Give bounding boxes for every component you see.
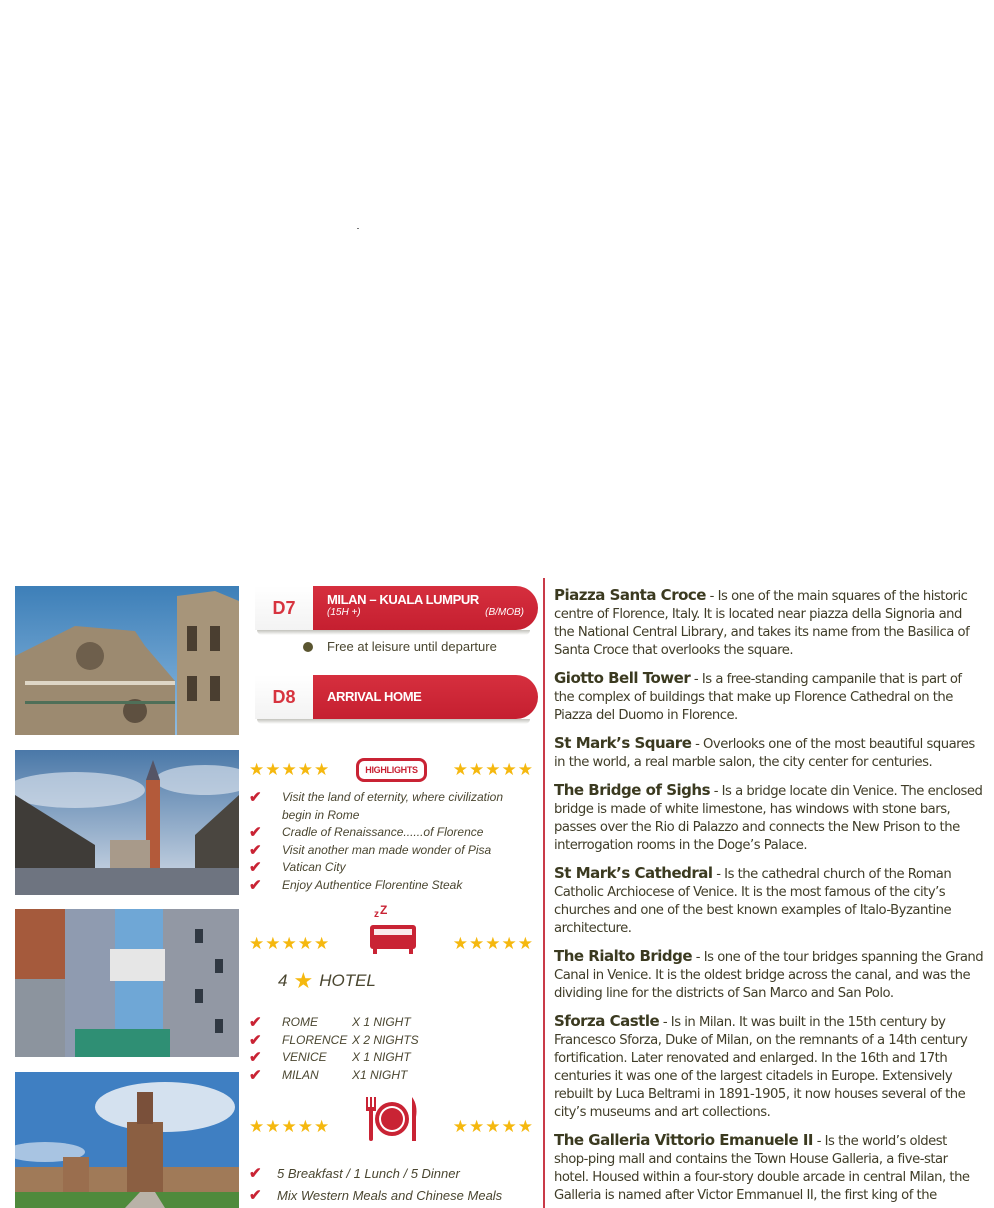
meals-header [249, 1095, 534, 1143]
attraction-name: The Galleria Vittorio Emanuele II [554, 1131, 814, 1149]
list-item: ✔ Cradle of Renaissance......of Florence [249, 824, 484, 841]
attraction-name: The Rialto Bridge [554, 947, 693, 965]
attraction-desc: - Is one of the main squares of the historic centre of Florence, Italy. It is located near piazza della Signoria and the National Central Library, and takes its name from the Basilica of Santa Croce that overlooks the square. [554, 589, 970, 658]
svg-text:Z: Z [379, 905, 387, 917]
day-title: MILAN – KUALA LUMPUR [327, 592, 479, 607]
photo-sforza-castle [15, 1072, 239, 1208]
checkmark-icon: ✔ [249, 1165, 262, 1182]
attraction-entry [554, 734, 984, 772]
checkmark-icon: ✔ [249, 1066, 262, 1084]
attraction-desc: - Is the cathedral church of the Roman Catholic Archiocese of Venice. It is the most famous of the city’s churches and one of the best known examples of Italo-Byzantine architecture. [554, 867, 952, 936]
attraction-entry [554, 1012, 984, 1122]
checkmark-icon: ✔ [249, 1031, 262, 1049]
plate-cutlery-icon [362, 1095, 422, 1143]
list-item: ✔ Visit another man made wonder of Pisa [249, 841, 492, 859]
stray-mark [357, 228, 359, 229]
d7-activity [303, 639, 497, 654]
attraction-name: The Bridge of Sighs [554, 781, 710, 799]
attraction-name: Giotto Bell Tower [554, 669, 691, 687]
attraction-desc: - Is one of the tour bridges spanning the Grand Canal in Venice. It is the oldest bridge across the canal, and was the dividing line for the districts of San Marco and San Polo. [554, 950, 984, 1001]
attractions-list [554, 586, 984, 1208]
star-rating-icon: ★★★★★ [249, 760, 331, 779]
meal-code: (B/MOB) [485, 607, 524, 618]
attraction-entry [554, 947, 984, 1003]
checkmark-icon: ✔ [249, 1187, 262, 1204]
florence-cathedral-image [15, 586, 239, 735]
day-title: ARRIVAL HOME [327, 689, 422, 704]
list-item: ✔ Visit the land of eternity, where civilization begin in Rome [249, 789, 503, 822]
column-divider [543, 578, 545, 1208]
attraction-name: Sforza Castle [554, 1012, 660, 1030]
checkmark-icon: ✔ [249, 841, 262, 859]
svg-text:z: z [373, 909, 379, 920]
banner-shadow [257, 630, 530, 635]
checkmark-icon: ✔ [249, 1049, 262, 1066]
highlights-badge: HIGHLIGHTS [356, 758, 427, 782]
day-bar [313, 586, 538, 630]
bed-sleep-icon [366, 905, 418, 957]
attraction-entry [554, 864, 984, 938]
bullet-dot-icon [303, 642, 313, 652]
day-code: D7 [255, 586, 313, 630]
checkmark-icon: ✔ [249, 1014, 262, 1031]
photo-st-marks-square [15, 750, 239, 895]
checkmark-icon: ✔ [249, 824, 262, 841]
attraction-desc: - Is a free-standing campanile that is part of the complex of buildings that make up Florence Cathedral on the Piazza del Duomo in Florence. [554, 672, 962, 723]
day-subinfo [327, 607, 524, 618]
bridge-of-sighs-image [15, 909, 239, 1057]
attraction-desc: - Is a bridge locate din Venice. The enclosed bridge is made of white limestone, has windows with stone bars, passes over the Rio di Palazzo and connects the New Prison to the interrogation rooms in the Doge’s Palace. [554, 784, 983, 853]
hotel-header [249, 905, 534, 957]
list-item: ✔ Enjoy Authentice Florentine Steak [249, 876, 463, 894]
day-bar [313, 675, 538, 719]
attraction-desc: - Overlooks one of the most beautiful squares in the world, a real marble salon, the city center for centuries. [554, 737, 975, 770]
star-rating-icon: ★★★★★ [452, 934, 534, 953]
star-rating-icon: ★★★★★ [249, 934, 331, 953]
list-item: ✔ FLORENCE X 2 NIGHTS [249, 1031, 419, 1049]
checkmark-icon: ✔ [249, 789, 262, 806]
attraction-entry [554, 781, 984, 855]
hotel-rating: 4 ★ HOTEL [278, 968, 376, 993]
photo-florence-cathedral [15, 586, 239, 735]
day-banner-d8 [255, 675, 540, 721]
hotel-stays-list [249, 1014, 419, 1084]
list-item: ✔ ROME X 1 NIGHT [249, 1014, 411, 1031]
flight-duration: (15H +) [327, 607, 361, 618]
day-code: D8 [255, 675, 313, 719]
activity-text: Free at leisure until departure [327, 639, 497, 654]
star-rating-icon: ★★★★★ [452, 1117, 534, 1136]
star-rating-icon: ★★★★★ [249, 1117, 331, 1136]
highlights-header [249, 758, 534, 782]
attraction-entry [554, 586, 984, 660]
attraction-name: St Mark’s Cathedral [554, 864, 713, 882]
checkmark-icon: ✔ [249, 876, 262, 894]
checkmark-icon: ✔ [249, 859, 262, 876]
attraction-entry [554, 669, 984, 725]
attraction-entry [554, 1131, 984, 1205]
banner-shadow [257, 719, 530, 724]
attraction-name: Piazza Santa Croce [554, 586, 706, 604]
sforza-castle-image [15, 1072, 239, 1208]
attraction-desc: - Is in Milan. It was built in the 15th century by Francesco Sforza, Duke of Milan, on the remnants of a 14th century fortification. Later renovated and enlarged. In the 16th and 17th centuries it was one of the largest citadels in Europe. Extensively rebuilt by Luca Beltrami in 1891-1905, it now houses several of the city’s museums and art collections. [554, 1015, 968, 1120]
list-item: ✔ MILAN X1 NIGHT [249, 1066, 408, 1084]
list-item: ✔ VENICE X 1 NIGHT [249, 1049, 411, 1066]
photo-bridge-of-sighs [15, 909, 239, 1057]
star-icon: ★ [293, 968, 314, 993]
meals-list [249, 1163, 502, 1207]
attraction-name: St Mark’s Square [554, 734, 692, 752]
highlights-list [249, 789, 519, 894]
list-item: ✔ Vatican City [249, 859, 346, 876]
star-rating-icon: ★★★★★ [452, 760, 534, 779]
attraction-desc: - Is the world’s oldest shop-ping mall and contains the Town House Galleria, a five-star hotel. Housed within a four-story double arcade in central Milan, the Galleria is named after Victor Emmanuel II, the first king of the [554, 1134, 970, 1203]
list-item: ✔ 5 Breakfast / 1 Lunch / 5 Dinner [249, 1163, 502, 1185]
list-item: ✔ Mix Western Meals and Chinese Meals [249, 1185, 502, 1207]
st-marks-square-image [15, 750, 239, 895]
day-banner-d7 [255, 586, 540, 632]
